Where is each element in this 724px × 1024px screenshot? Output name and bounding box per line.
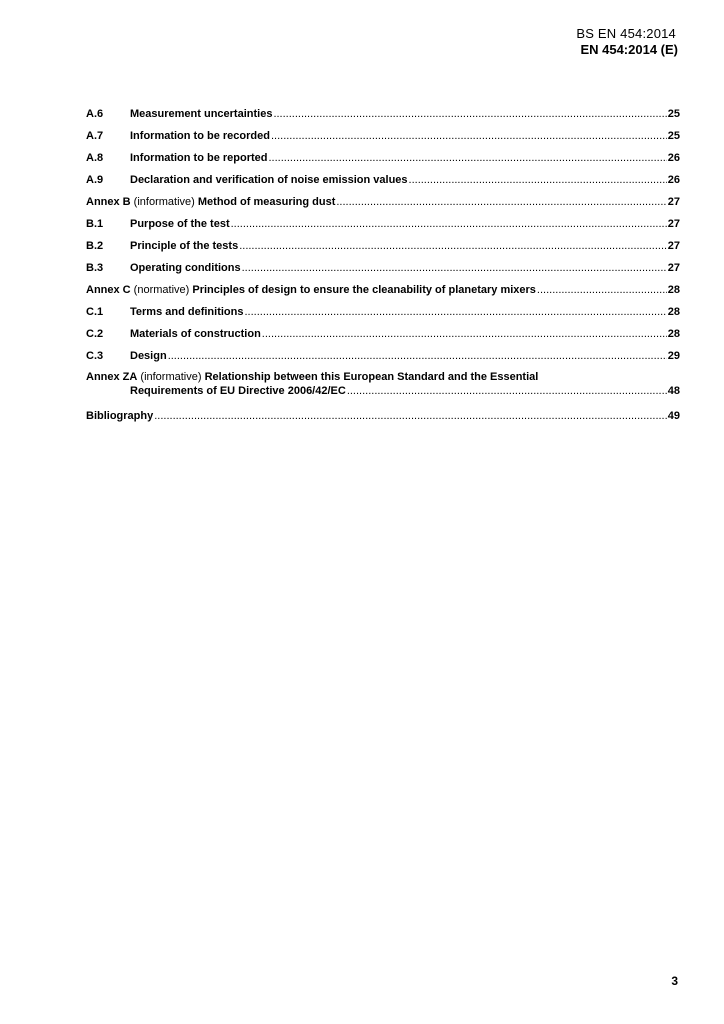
toc-page: 49 xyxy=(667,410,680,422)
toc-entry-c3[interactable] xyxy=(86,340,680,362)
toc-number: A.6 xyxy=(86,108,104,120)
toc-title: Design xyxy=(130,350,167,362)
toc-page: 25 xyxy=(667,108,680,120)
toc-leader xyxy=(244,306,666,318)
document-id: BS EN 454:2014 xyxy=(576,26,676,41)
toc-entry-a9[interactable] xyxy=(86,164,680,186)
toc-annex-prefix: Annex B xyxy=(86,196,131,208)
toc-leader xyxy=(168,350,667,362)
toc-title: Declaration and verification of noise emission values xyxy=(130,174,408,186)
toc-annex-qualifier: (normative) xyxy=(130,284,193,296)
toc-page: 48 xyxy=(667,385,680,397)
toc-number: B.1 xyxy=(86,218,104,230)
toc-number: C.1 xyxy=(86,306,104,318)
toc-leader xyxy=(242,262,667,274)
toc-page: 27 xyxy=(667,196,680,208)
toc-page: 26 xyxy=(667,152,680,164)
toc-page: 28 xyxy=(667,328,680,340)
toc-title: Terms and definitions xyxy=(130,306,244,318)
toc-number: B.2 xyxy=(86,240,104,252)
toc-leader xyxy=(409,174,667,186)
toc-number: A.8 xyxy=(86,152,104,164)
toc-entry-b2[interactable] xyxy=(86,230,680,252)
toc-leader xyxy=(239,240,667,252)
toc-annex-label xyxy=(86,370,680,384)
toc-annex-prefix: Annex ZA xyxy=(86,371,138,383)
toc-title: Purpose of the test xyxy=(130,218,230,230)
toc-title: Relationship between this European Standard and the Essential xyxy=(204,371,539,383)
toc-leader xyxy=(154,410,667,422)
toc-annex-qualifier: (informative) xyxy=(130,196,198,208)
toc-leader xyxy=(262,328,667,340)
toc-leader xyxy=(271,130,667,142)
toc-page: 27 xyxy=(667,240,680,252)
toc-page: 26 xyxy=(667,174,680,186)
table-of-contents xyxy=(86,98,680,422)
toc-page: 25 xyxy=(667,130,680,142)
toc-entry-annex-c[interactable] xyxy=(86,274,680,296)
toc-title-line2: Requirements of EU Directive 2006/42/EC xyxy=(130,385,346,397)
toc-annex-qualifier: (informative) xyxy=(137,371,205,383)
toc-entry-b1[interactable] xyxy=(86,208,680,230)
toc-title: Principle of the tests xyxy=(130,240,239,252)
toc-page: 28 xyxy=(667,284,680,296)
toc-title: Operating conditions xyxy=(130,262,241,274)
toc-leader xyxy=(537,284,667,296)
toc-number: C.2 xyxy=(86,328,104,340)
toc-entry-c2[interactable] xyxy=(86,318,680,340)
toc-page: 27 xyxy=(667,262,680,274)
toc-title: Information to be reported xyxy=(130,152,268,164)
toc-entry-bibliography[interactable] xyxy=(86,398,680,422)
toc-entry-a6[interactable] xyxy=(86,98,680,120)
toc-leader xyxy=(231,218,667,230)
toc-title: Information to be recorded xyxy=(130,130,270,142)
toc-page: 29 xyxy=(667,350,680,362)
toc-entry-a8[interactable] xyxy=(86,142,680,164)
toc-entry-b3[interactable] xyxy=(86,252,680,274)
toc-entry-annex-za[interactable] xyxy=(86,362,680,398)
toc-annex-prefix: Annex C xyxy=(86,284,131,296)
toc-title: Measurement uncertainties xyxy=(130,108,273,120)
toc-title-continuation xyxy=(86,384,680,398)
toc-entry-a7[interactable] xyxy=(86,120,680,142)
toc-title: Bibliography xyxy=(86,410,154,422)
toc-title: Materials of construction xyxy=(130,328,261,340)
toc-leader xyxy=(269,152,667,164)
toc-page: 27 xyxy=(667,218,680,230)
page-number: 3 xyxy=(671,974,678,988)
document-id-edition: EN 454:2014 (E) xyxy=(580,42,678,57)
toc-title: Method of measuring dust xyxy=(197,196,336,208)
toc-number: A.7 xyxy=(86,130,104,142)
toc-number: B.3 xyxy=(86,262,104,274)
toc-annex-label xyxy=(86,284,536,296)
toc-leader xyxy=(273,108,666,120)
toc-title: Principles of design to ensure the cleanability of planetary mixers xyxy=(192,284,536,296)
toc-leader xyxy=(336,196,666,208)
toc-annex-label xyxy=(86,196,335,208)
toc-page: 28 xyxy=(667,306,680,318)
toc-entry-c1[interactable] xyxy=(86,296,680,318)
toc-leader xyxy=(347,384,667,398)
toc-entry-annex-b[interactable] xyxy=(86,186,680,208)
toc-number: A.9 xyxy=(86,174,104,186)
toc-number: C.3 xyxy=(86,350,104,362)
